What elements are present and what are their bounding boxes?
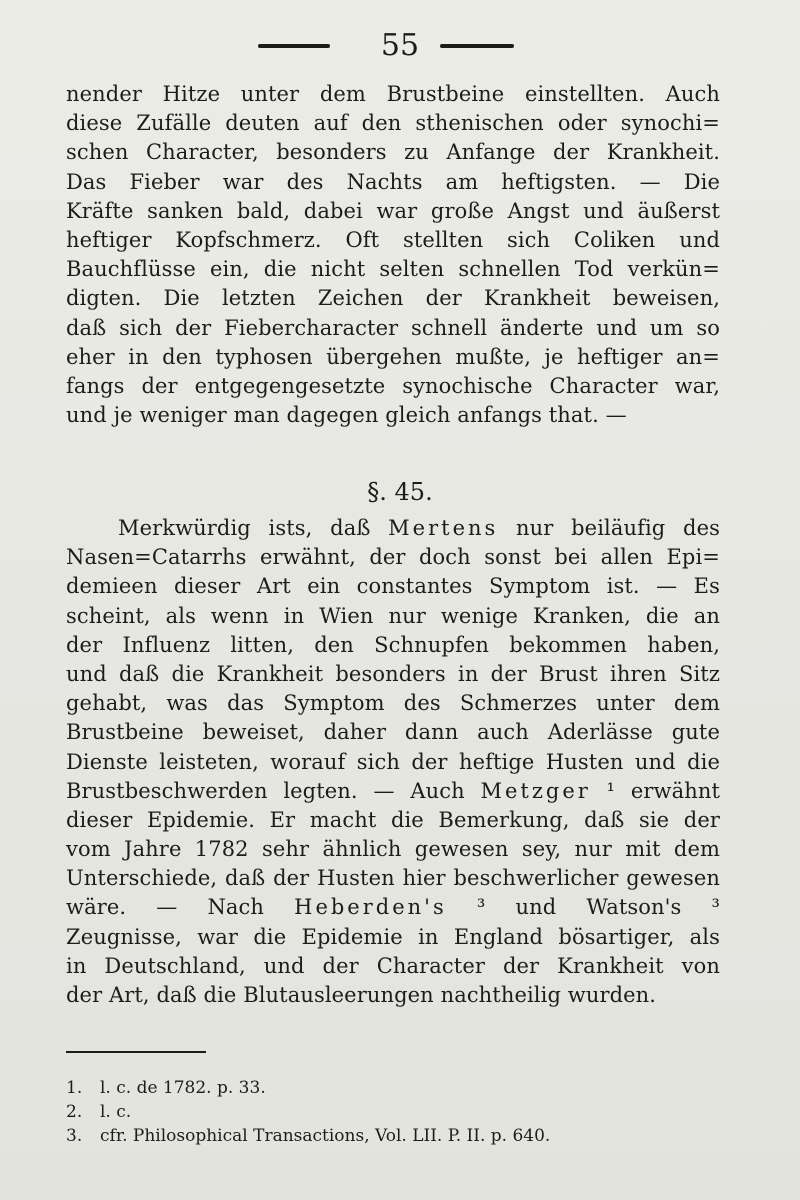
footnote-text: l. c. (100, 1102, 132, 1122)
footnote-number: 3. (66, 1126, 83, 1146)
footnote-number: 2. (66, 1102, 83, 1122)
text-line: der Influenz litten, den Schnupfen bekommen haben, (66, 632, 720, 657)
text-line: Zeugnisse, war die Epidemie in England bösartiger, als (66, 924, 720, 949)
text-line: dieser Epidemie. Er macht die Bemerkung, daß sie der (66, 807, 720, 832)
spaced-name: Heberden's (294, 895, 447, 920)
paragraph-section-45 (66, 514, 720, 1010)
text-line: Merkwürdig ists, daß Mertens nur beiläufig des (118, 516, 720, 540)
text-line: wäre. — Nach Heberden's ³ und Watson's ³ (66, 895, 720, 920)
footnote-text: cfr. Philosophical Transactions, Vol. LII. P. II. p. 640. (100, 1126, 551, 1146)
text-line: und daß die Krankheit besonders in der Brust ihren Sitz (66, 661, 720, 686)
text-line: der Art, daß die Blutausleerungen nachtheilig wurden. (66, 983, 657, 1007)
text-line: in Deutschland, und der Character der Krankheit von (66, 953, 720, 978)
footnote (66, 1100, 726, 1124)
text-line: schen Character, besonders zu Anfange der Krankheit. (66, 140, 720, 165)
text-line: demieen dieser Art ein constantes Symptom ist. — Es (66, 574, 720, 599)
text-line: gehabt, was das Symptom des Schmerzes unter dem (66, 691, 720, 716)
footnote-text: l. c. de 1782. p. 33. (100, 1078, 266, 1098)
text-line: fangs der entgegengesetzte synochische Character war, (66, 373, 720, 398)
footnote (66, 1076, 726, 1100)
text-line: Unterschiede, daß der Husten hier beschwerlicher gewesen (66, 866, 720, 891)
spaced-name: Mertens (388, 516, 499, 540)
section-heading: §. 45. (367, 478, 433, 506)
footnote-number: 1. (66, 1078, 83, 1098)
text-line: daß sich der Fiebercharacter schnell änderte und um so (66, 315, 720, 340)
text-line: und je weniger man dagegen gleich anfangs that. — (66, 403, 627, 428)
text-line: vom Jahre 1782 sehr ähnlich gewesen sey, nur mit dem (66, 837, 720, 862)
text-line: Bauchflüsse ein, die nicht selten schnellen Tod verkün= (66, 257, 720, 282)
text-line: Nasen=Catarrhs erwähnt, der doch sonst bei allen Epi= (66, 545, 720, 570)
header-rule-right (440, 44, 514, 48)
text-line: heftiger Kopfschmerz. Oft stellten sich Coliken und (66, 227, 720, 252)
text-line: Brustbeine beweiset, daher dann auch Aderlässe gute (66, 720, 720, 745)
text-line: Dienste leisteten, worauf sich der heftige Husten und die (66, 749, 720, 774)
footnote (66, 1124, 726, 1148)
spaced-name: Metzger (480, 778, 591, 803)
text-line: Brustbeschwerden legten. — Auch Metzger ¹ erwähnt (66, 778, 720, 803)
text-line: diese Zufälle deuten auf den sthenischen oder synochi= (66, 111, 720, 136)
text-line: scheint, als wenn in Wien nur wenige Kranken, die an (66, 603, 720, 628)
footnotes (66, 1076, 726, 1148)
text-line: digten. Die letzten Zeichen der Krankheit beweisen, (66, 286, 720, 311)
text-line: eher in den typhosen übergehen mußte, je heftiger an= (66, 344, 720, 369)
text-line: Das Fieber war des Nachts am heftigsten. — Die (66, 169, 720, 194)
text-line: nender Hitze unter dem Brustbeine einstellten. Auch (66, 82, 720, 106)
page-number: 55 (380, 28, 420, 63)
footnote-divider (66, 1051, 206, 1053)
paragraph-continued (66, 80, 720, 430)
text-line: Kräfte sanken bald, dabei war große Angst und äußerst (66, 198, 720, 223)
